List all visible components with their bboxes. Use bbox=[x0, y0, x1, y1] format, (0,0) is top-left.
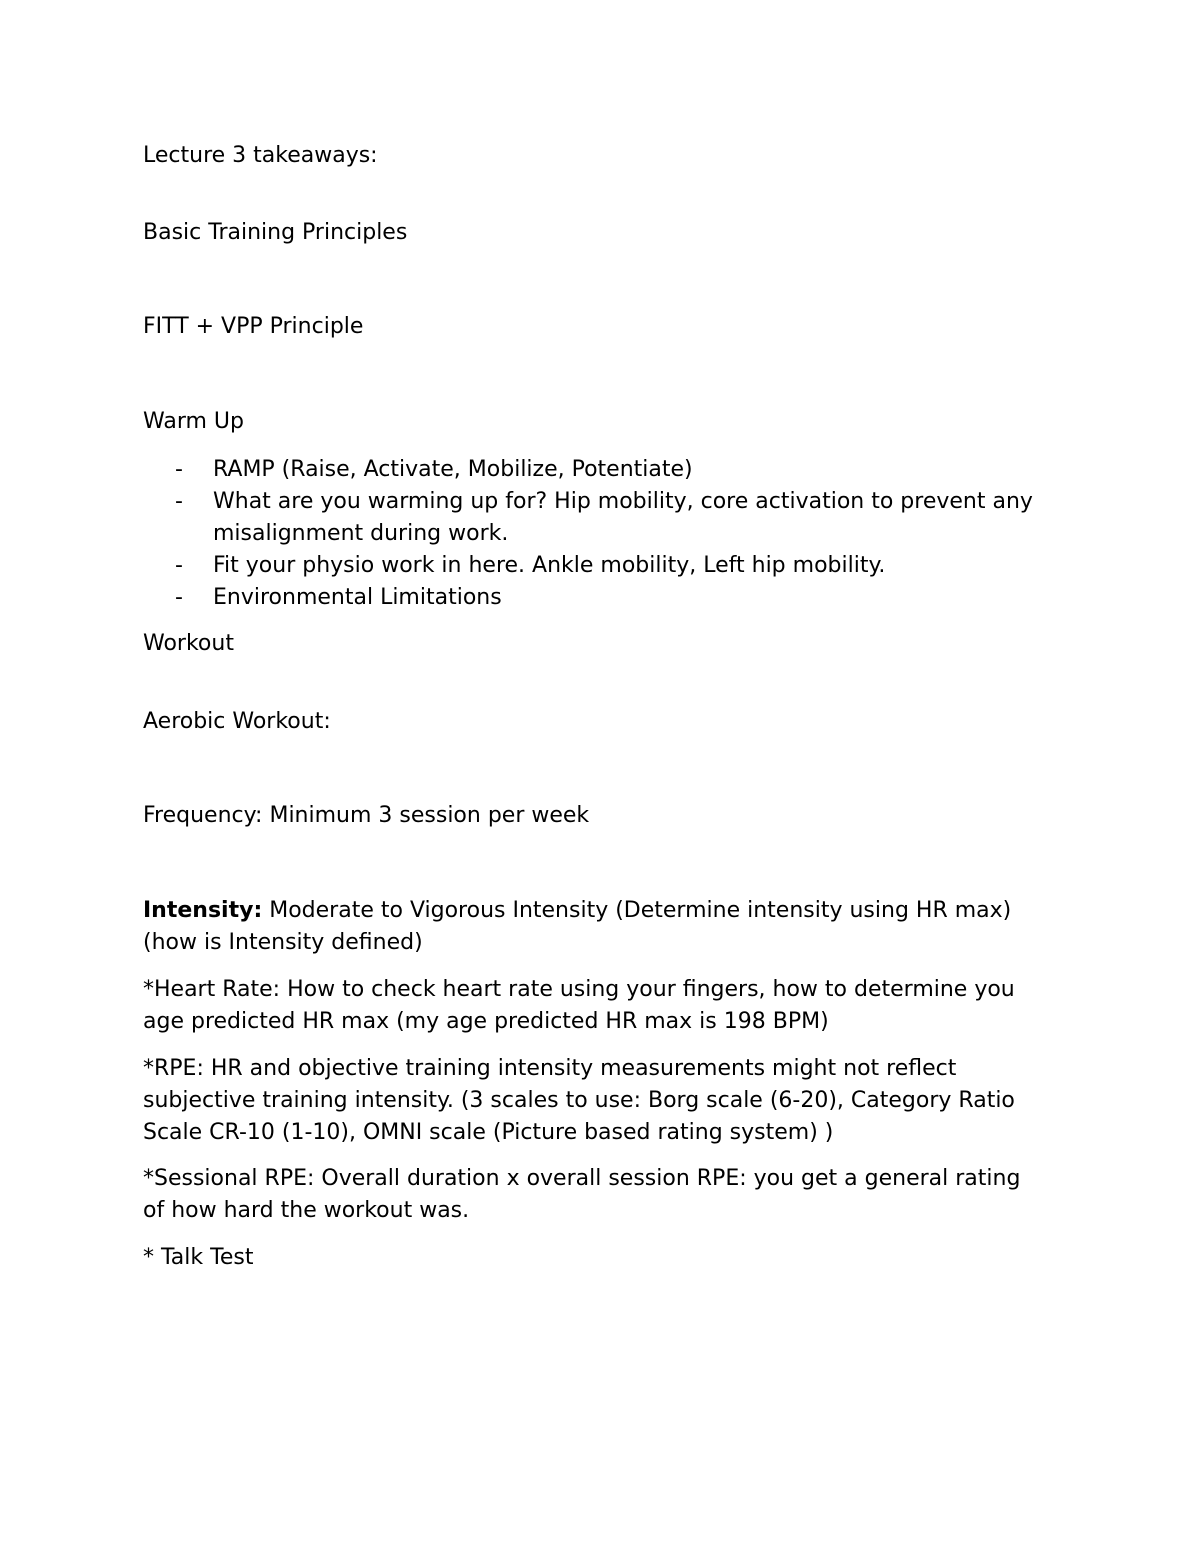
intensity-text: Moderate to Vigorous Intensity (Determine intensity using HR max) (how is Intensity defined) bbox=[143, 898, 1012, 955]
list-item-text: Environmental Limitations bbox=[213, 585, 502, 610]
bullet-dash: - bbox=[175, 553, 183, 578]
intensity-paragraph bbox=[143, 895, 1043, 959]
heading-workout: Workout bbox=[143, 631, 234, 656]
rpe-paragraph: *RPE: HR and objective training intensity measurements might not reflect subjective training intensity. (3 scales to use: Borg scale (6-20), Category Ratio Scale CR-10 (1-10), OMNI scale (Picture based rating system) ) bbox=[143, 1056, 1015, 1145]
heart-rate-paragraph: *Heart Rate: How to check heart rate using your fingers, how to determine you age predicted HR max (my age predicted HR max is 198 BPM) bbox=[143, 977, 1015, 1034]
list-item-text: What are you warming up for? Hip mobility, core activation to prevent any misalignment during work. bbox=[213, 489, 1033, 546]
heading-aerobic-workout: Aerobic Workout: bbox=[143, 709, 331, 734]
bullet-dash: - bbox=[175, 585, 183, 610]
document-title: Lecture 3 takeaways: bbox=[143, 143, 378, 168]
warmup-list bbox=[143, 454, 1063, 614]
intensity-label: Intensity: bbox=[143, 898, 263, 923]
list-item bbox=[143, 582, 1063, 614]
heading-fitt-vpp-principle: FITT + VPP Principle bbox=[143, 314, 364, 339]
heading-basic-training-principles: Basic Training Principles bbox=[143, 220, 408, 245]
bullet-dash: - bbox=[175, 489, 183, 514]
frequency-line: Frequency: Minimum 3 session per week bbox=[143, 803, 590, 828]
bullet-dash: - bbox=[175, 457, 183, 482]
list-item bbox=[143, 486, 1063, 550]
sessional-rpe-paragraph: *Sessional RPE: Overall duration x overall session RPE: you get a general rating of how hard the workout was. bbox=[143, 1166, 1021, 1223]
list-item bbox=[143, 550, 1063, 582]
heading-warm-up: Warm Up bbox=[143, 409, 244, 434]
talk-test-line: * Talk Test bbox=[143, 1245, 254, 1270]
list-item-text: Fit your physio work in here. Ankle mobility, Left hip mobility. bbox=[213, 553, 886, 578]
list-item-text: RAMP (Raise, Activate, Mobilize, Potentiate) bbox=[213, 457, 693, 482]
list-item bbox=[143, 454, 1063, 486]
